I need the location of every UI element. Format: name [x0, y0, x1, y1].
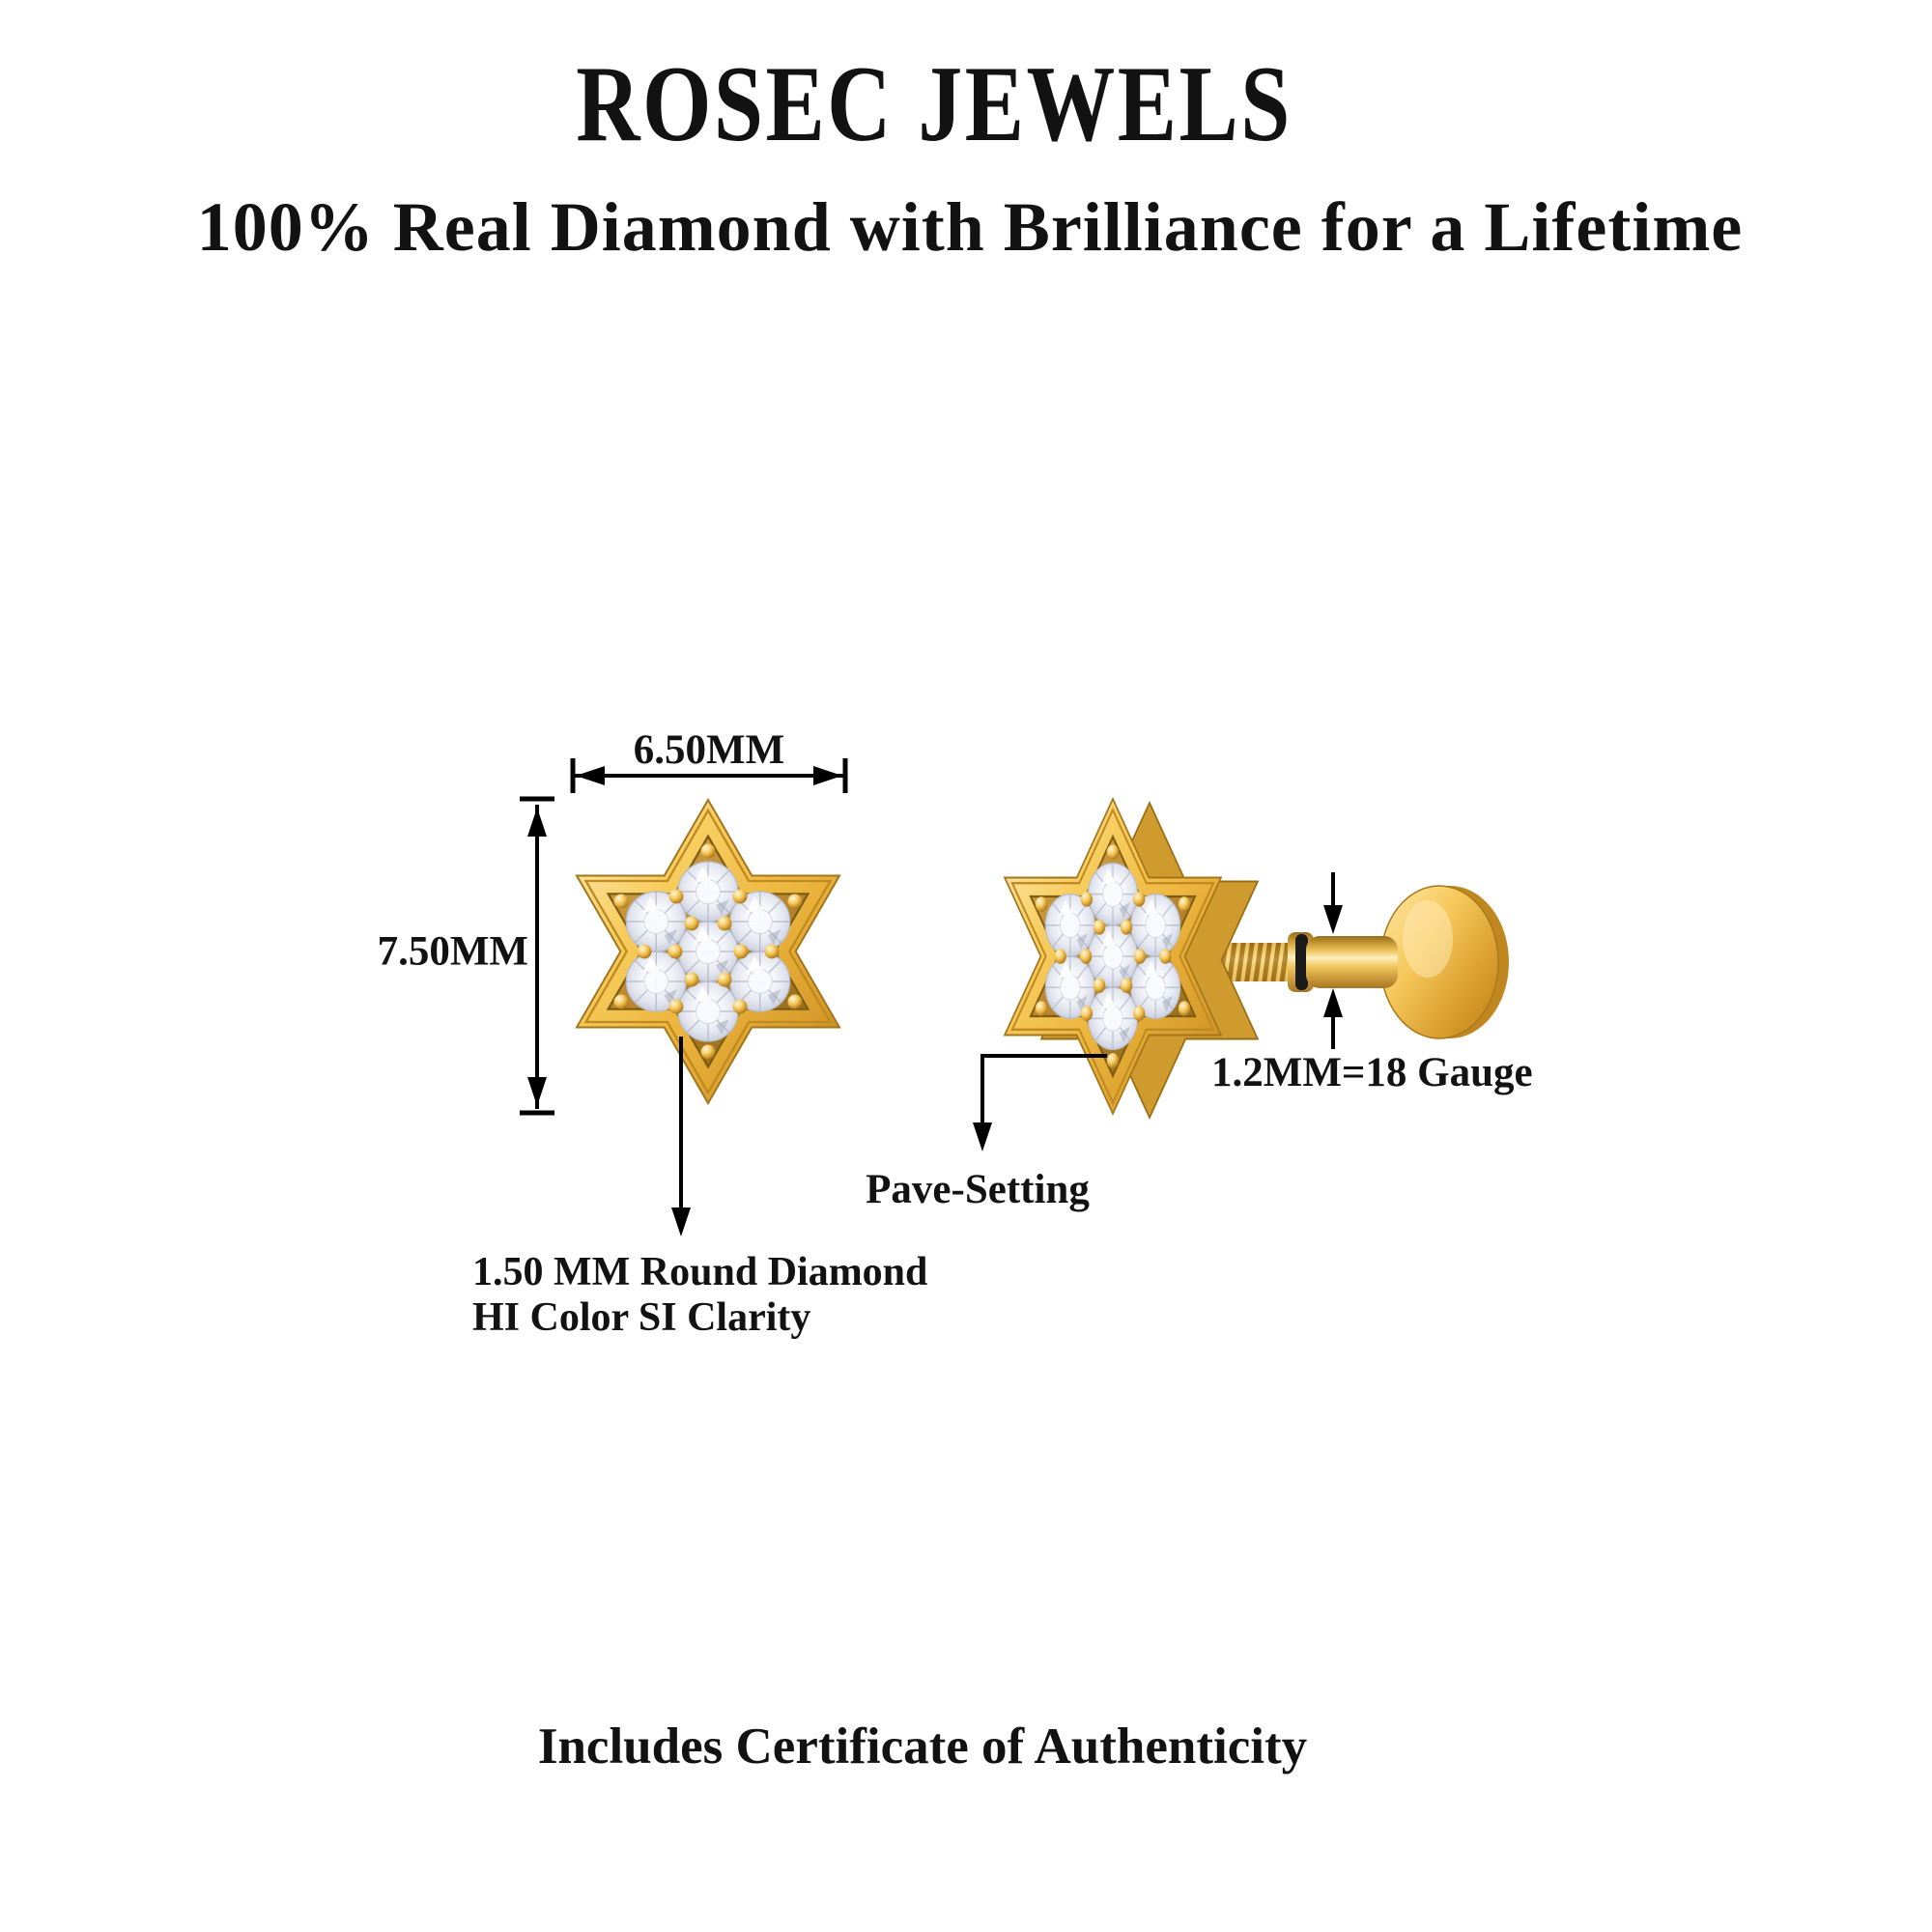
height-dimension-label: 7.50MM: [377, 928, 528, 975]
tagline: 100% Real Diamond with Brilliance for a Lifetime: [196, 188, 1744, 266]
gauge-dimension-label: 1.2MM=18 Gauge: [1211, 1050, 1533, 1095]
down-arrow-icon: [527, 1077, 547, 1106]
pave-callout-arrow-icon: [973, 1122, 992, 1151]
brand-title: ROSEC JEWELS: [576, 44, 1293, 164]
diamond-spec-line1: 1.50 MM Round Diamond: [472, 1250, 928, 1294]
labret-disc-back: [1380, 886, 1509, 1038]
diamond-callout-arrow-icon: [671, 1208, 691, 1236]
pave-setting-callout: [973, 1056, 1107, 1151]
diamond-spec-line2: HI Color SI Clarity: [472, 1295, 811, 1341]
diamond-spec-label: [472, 1250, 927, 1341]
right-arrow-icon: [813, 766, 842, 785]
left-arrow-icon: [576, 766, 605, 785]
up-arrow-icon: [527, 808, 547, 837]
certificate-note: Includes Certificate of Authenticity: [537, 1719, 1308, 1775]
width-dimension-label: 6.50MM: [633, 727, 785, 773]
gauge-down-arrow-icon: [1323, 905, 1343, 934]
front-earring-star: [577, 800, 839, 1103]
smooth-post: [1306, 936, 1398, 988]
pave-setting-label: Pave-Setting: [866, 1167, 1090, 1212]
gauge-up-arrow-icon: [1323, 988, 1343, 1017]
